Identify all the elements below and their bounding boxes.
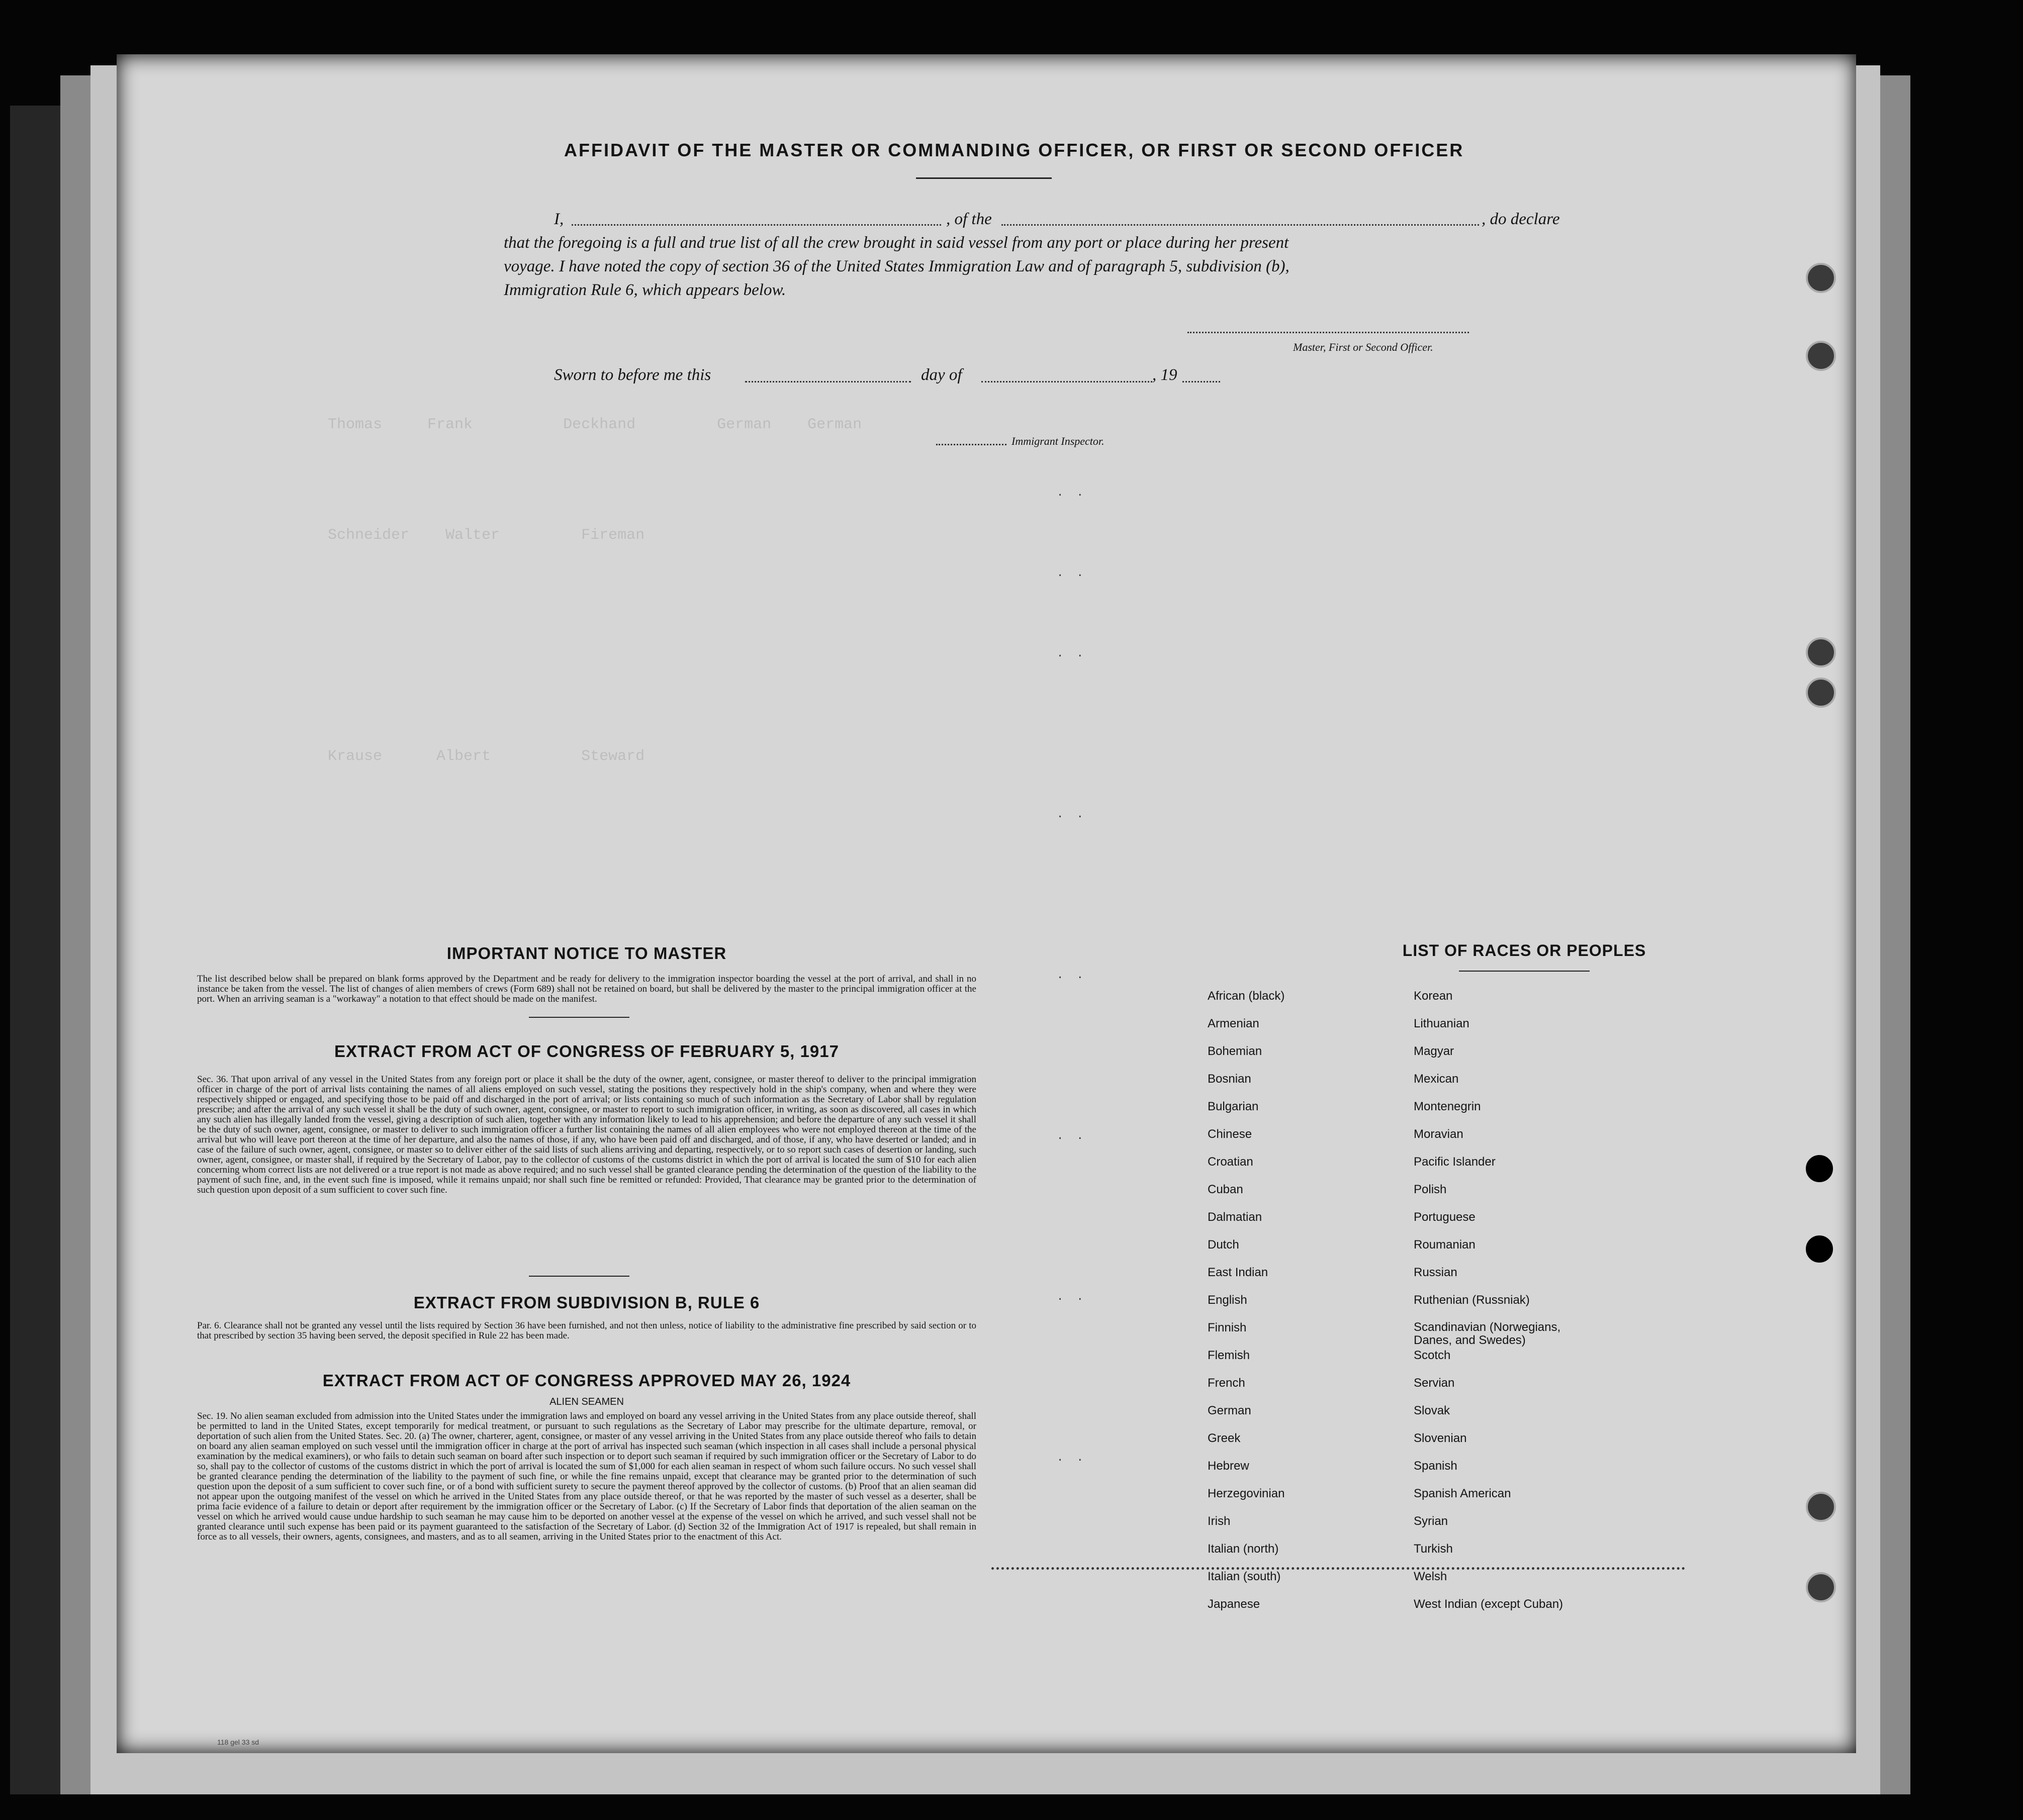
inspector-blank[interactable] <box>936 444 1006 445</box>
binder-hole <box>1806 678 1836 708</box>
sworn-prefix: Sworn to before me this <box>554 366 711 384</box>
race-item: Pacific Islander <box>1414 1155 1496 1169</box>
race-item: Armenian <box>1208 1017 1259 1030</box>
dotted-row-line <box>991 1567 1685 1570</box>
binder-hole <box>1806 1235 1833 1263</box>
race-item: East Indian <box>1208 1266 1268 1279</box>
race-item: Italian (south) <box>1208 1570 1281 1583</box>
title-underline <box>916 177 1052 179</box>
name-blank[interactable] <box>572 224 941 226</box>
binder-hole <box>1806 1155 1833 1182</box>
race-item: Slovenian <box>1414 1431 1467 1445</box>
bleed-through-text: Krause Albert Steward <box>328 748 645 765</box>
divider <box>529 1017 629 1018</box>
faint-mark: . . <box>1057 1452 1083 1464</box>
affidavit-line-2: that the foregoing is a full and true list of all the crew brought in said vessel from any port or place during her present <box>504 234 1289 252</box>
extract-1924-subtitle: ALIEN SEAMEN <box>549 1396 624 1407</box>
race-item: Magyar <box>1414 1044 1454 1058</box>
sworn-year-prefix: , 19 <box>1152 366 1177 384</box>
signature-blank[interactable] <box>1187 332 1469 333</box>
race-item: Moravian <box>1414 1127 1463 1141</box>
race-item: Portuguese <box>1414 1210 1476 1224</box>
affidavit-line-4: Immigration Rule 6, which appears below. <box>504 281 786 299</box>
race-item: Korean <box>1414 989 1453 1003</box>
extract-1924-body: Sec. 19. No alien seaman excluded from admission into the United States under the immigration laws and employed on board any vessel arriving in the United States from any place outside thereof, shall be permitted to land in the United States, except temporarily for medical treatment, or pursuant to such regulations as the Secretary of Labor may prescribe for the ultimate departure, removal, or deportation of such alien from the United States. Sec. 20. (a) The owner, charterer, agent, consignee, or master of any vessel arriving in the United States from any place outside thereof who fails to detain on board any alien seaman employed on such vessel until the immigration officer in charge at the port of arrival has inspected such seaman (which inspection in all cases shall include a personal physical examination by the medical examiners), or who fails to detain such seaman on board after such inspection or to deport such seaman if required by such immigration officer or the Secretary of Labor to do so, shall pay to the collector of customs of the customs district in which the port of arrival is located the sum of $1,000 for each alien seaman in respect of whom such failure occurs. No such vessel shall be granted clearance pending the determination of the liability to the payment of such fine, or while the fine remains unpaid, except that clearance may be granted prior to the determination of such question upon the deposit of a sum sufficient to cover such fine, or of a bond with sufficient surety to secure the payment thereof approved by the collector of customs. (b) Proof that an alien seaman did not appear upon the outgoing manifest of the vessel on which he arrived in the United States from any place outside thereof, or that he was reported by the master of such vessel as a deserter, shall be prima facie evidence of a failure to detain or deport after requirement by the immigration officer or the Secretary of Labor. (c) If the Secretary of Labor finds that deportation of the alien seaman on the vessel on which he arrived would cause undue hardship to such seaman he may cause him to be deported on another vessel at the expense of the vessel on which he arrived, and such vessel shall not be granted clearance until such expense has been paid or its payment guaranteed to the satisfaction of the Secretary of Labor. (d) Section 32 of the Immigration Act of 1917 is repealed, but shall remain in force as to all vessels, their owners, agents, consignees, and masters, and as to all seamen, arriving in the United States prior to the enactment of this Act. <box>197 1411 976 1542</box>
race-item: Russian <box>1414 1266 1457 1279</box>
bleed-through-text: Schneider Walter Fireman <box>328 527 645 544</box>
race-item: Syrian <box>1414 1514 1448 1528</box>
affidavit-line-of-the: , of the <box>946 210 992 228</box>
race-item: Welsh <box>1414 1570 1447 1583</box>
bleed-through-text: Thomas Frank Deckhand German German <box>328 416 862 433</box>
race-item: Montenegrin <box>1414 1100 1481 1113</box>
race-item: Irish <box>1208 1514 1231 1528</box>
binder-hole <box>1806 637 1836 667</box>
binder-hole <box>1806 263 1836 293</box>
extract-1917-title: EXTRACT FROM ACT OF CONGRESS OF FEBRUARY 5, 1917 <box>334 1042 839 1061</box>
affidavit-line-declare: , do declare <box>1482 210 1560 228</box>
extract-1924-title: EXTRACT FROM ACT OF CONGRESS APPROVED MAY 26, 1924 <box>322 1371 851 1390</box>
faint-mark: . . <box>1057 487 1083 499</box>
race-item: Mexican <box>1414 1072 1459 1086</box>
divider <box>529 1276 629 1277</box>
binder-hole <box>1806 341 1836 371</box>
document-page <box>117 54 1856 1753</box>
faint-mark: . . <box>1057 969 1083 982</box>
binder-hole <box>1806 1572 1836 1602</box>
race-item: French <box>1208 1376 1245 1390</box>
faint-mark: . . <box>1057 1130 1083 1142</box>
race-item: Herzegovinian <box>1208 1487 1285 1500</box>
race-item: Chinese <box>1208 1127 1252 1141</box>
affidavit-line-3: voyage. I have noted the copy of section 36 of the United States Immigration Law and of paragraph 5, subdivision (b), <box>504 257 1290 275</box>
footer-stamp: 118 gel 33 sd <box>217 1738 259 1746</box>
race-item: Croatian <box>1208 1155 1253 1169</box>
race-item: Hebrew <box>1208 1459 1249 1473</box>
sworn-year-blank[interactable] <box>1182 381 1220 382</box>
race-item: Japanese <box>1208 1597 1260 1611</box>
race-item: Bulgarian <box>1208 1100 1259 1113</box>
race-item: Bohemian <box>1208 1044 1262 1058</box>
sworn-month-blank[interactable] <box>981 381 1152 382</box>
race-item: Polish <box>1414 1183 1447 1196</box>
race-item: Dalmatian <box>1208 1210 1262 1224</box>
race-item: Bosnian <box>1208 1072 1251 1086</box>
race-item: African (black) <box>1208 989 1285 1003</box>
races-title: LIST OF RACES OR PEOPLES <box>1402 941 1646 960</box>
sworn-day-of: day of <box>921 366 962 384</box>
race-item: Scandinavian (Norwegians, Danes, and Swedes) <box>1414 1320 1561 1347</box>
race-item: Spanish American <box>1414 1487 1511 1500</box>
faint-mark: . . <box>1057 808 1083 821</box>
affidavit-line-i: I, <box>554 210 564 228</box>
vessel-blank[interactable] <box>1001 224 1479 226</box>
race-item: Finnish <box>1208 1321 1247 1334</box>
race-item: Turkish <box>1414 1542 1453 1556</box>
race-item: West Indian (except Cuban) <box>1414 1597 1564 1611</box>
race-item: Servian <box>1414 1376 1455 1390</box>
races-underline <box>1459 971 1590 972</box>
inspector-label: Immigrant Inspector. <box>1012 435 1105 447</box>
notice-body: The list described below shall be prepared on blank forms approved by the Department and be ready for delivery to the immigration inspector boarding the vessel at the port of arrival, and shall in no instance be taken from the vessel. The list of changes of alien members of crews (Form 689) shall not be retained on board, but shall be delivered by the master to the principal immigration officer at the port. When an arriving seaman is a "workaway" a notation to that effect should be made on the manifest. <box>197 974 976 1004</box>
notice-title: IMPORTANT NOTICE TO MASTER <box>446 944 727 963</box>
faint-mark: . . <box>1057 567 1083 580</box>
affidavit-title: AFFIDAVIT OF THE MASTER OR COMMANDING OFFICER, OR FIRST OR SECOND OFFICER <box>564 140 1464 160</box>
race-item: Roumanian <box>1414 1238 1476 1252</box>
signature-label: Master, First or Second Officer. <box>1293 341 1433 353</box>
race-item: Lithuanian <box>1414 1017 1469 1030</box>
race-item: Ruthenian (Russniak) <box>1414 1293 1530 1307</box>
race-item: Cuban <box>1208 1183 1243 1196</box>
race-item: Flemish <box>1208 1349 1250 1362</box>
extract-1917-body: Sec. 36. That upon arrival of any vessel in the United States from any foreign port or place it shall be the duty of the owner, agent, consignee, or master thereof to deliver to the principal immigration officer in charge of the port of arrival lists containing the names of all aliens employed on such vessel, stating the positions they respectively hold in the ship's company, when and where they were respectively shipped or engaged, and specifying those to be paid off and discharged in the port of arrival; or lists containing so much of such information as the Secretary of Labor shall by regulation prescribe; and after the arrival of any such vessel it shall be the duty of such owner, agent, consignee, or master to report to such immigration officer, in writing, as soon as discovered, all cases in which any such alien has illegally landed from the vessel, giving a description of such alien, together with any information likely to lead to his apprehension; and before the departure of any such vessel it shall be the duty of such owner, agent, consignee, or master to deliver to such immigration officer a further list containing the names of all alien employees who were not employed thereon at the time of the arrival but who will leave port thereon at the time of her departure, and also the names of those, if any, who have been paid off and discharged, and of those, if any, who have deserted or landed; and in case of the failure of such owner, agent, consignee, or master so to deliver either of the said lists of such aliens arriving and departing, respectively, or to so report such cases of desertion or landing, such owner, agent, consignee, or master shall, if required by the Secretary of Labor, pay to the collector of customs of the customs district in which the port of arrival is located the sum of $10 for each alien concerning whom correct lists are not delivered or a true report is not made as above required; and no such vessel shall be granted clearance pending the determination of the question of the liability to the payment of such fine, and, in the event such fine is imposed, while it remains unpaid; nor shall such fine be remitted or refunded: Provided, That clearance may be granted prior to the determination of such question upon deposit of a sum sufficient to cover such fine. <box>197 1074 976 1195</box>
faint-mark: . . <box>1057 647 1083 660</box>
extract-rule6-body: Par. 6. Clearance shall not be granted any vessel until the lists required by Section 36 have been furnished, and not then unless, notice of liability to the administrative fine prescribed by said section or to that prescribed by section 35 having been served, the deposit specified in Rule 22 has been made. <box>197 1320 976 1341</box>
extract-rule6-title: EXTRACT FROM SUBDIVISION B, RULE 6 <box>413 1293 760 1312</box>
race-item: Spanish <box>1414 1459 1457 1473</box>
race-item: Greek <box>1208 1431 1241 1445</box>
race-item: English <box>1208 1293 1247 1307</box>
binder-hole <box>1806 1492 1836 1522</box>
sworn-day-blank[interactable] <box>745 381 911 382</box>
faint-mark: . . <box>1057 1291 1083 1303</box>
race-item: Dutch <box>1208 1238 1239 1252</box>
race-item: Italian (north) <box>1208 1542 1279 1556</box>
race-item: Scotch <box>1414 1349 1451 1362</box>
race-item: German <box>1208 1404 1251 1417</box>
race-item: Slovak <box>1414 1404 1450 1417</box>
